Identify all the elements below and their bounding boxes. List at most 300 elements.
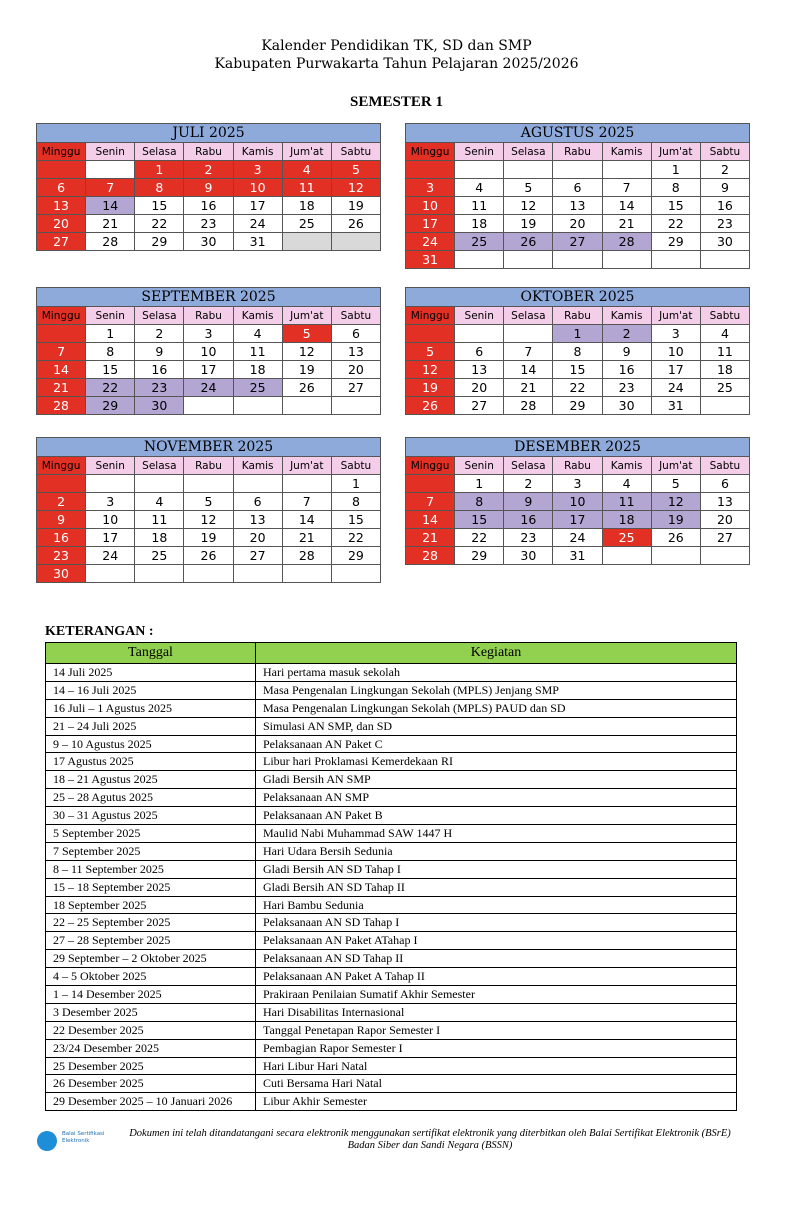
calendar-day: 26 xyxy=(406,397,455,415)
calendar-day: 14 xyxy=(602,197,651,215)
calendar-day: 19 xyxy=(504,215,553,233)
calendar-empty-cell xyxy=(37,325,86,343)
calendar-day: 15 xyxy=(553,361,602,379)
calendar-day: 5 xyxy=(504,179,553,197)
calendar-day: 4 xyxy=(282,161,331,179)
legend-row xyxy=(46,717,737,735)
day-name: Rabu xyxy=(553,457,602,475)
legend-date: 26 Desember 2025 xyxy=(46,1075,256,1093)
calendar-day: 23 xyxy=(184,215,233,233)
calendar-day: 5 xyxy=(282,325,331,343)
calendar-empty-cell xyxy=(455,325,504,343)
day-name: Jum'at xyxy=(651,457,700,475)
calendar-day: 30 xyxy=(184,233,233,251)
legend-row xyxy=(46,1039,737,1057)
calendar-day: 3 xyxy=(233,161,282,179)
calendar-day: 5 xyxy=(406,343,455,361)
legend-date: 17 Agustus 2025 xyxy=(46,753,256,771)
legend-date: 29 Desember 2025 – 10 Januari 2026 xyxy=(46,1093,256,1111)
legend-row xyxy=(46,986,737,1004)
calendar-day: 18 xyxy=(233,361,282,379)
calendar-empty-cell xyxy=(455,161,504,179)
calendar-day: 18 xyxy=(135,529,184,547)
legend-date: 9 – 10 Agustus 2025 xyxy=(46,735,256,753)
day-name: Rabu xyxy=(184,307,233,325)
calendar-day: 31 xyxy=(553,547,602,565)
legend-activity: Cuti Bersama Hari Natal xyxy=(256,1075,737,1093)
day-name: Jum'at xyxy=(282,307,331,325)
calendar-day: 28 xyxy=(282,547,331,565)
day-name: Rabu xyxy=(184,457,233,475)
calendar-day: 27 xyxy=(331,379,380,397)
legend-activity: Libur hari Proklamasi Kemerdekaan RI xyxy=(256,753,737,771)
calendar-empty-cell xyxy=(184,397,233,415)
calendar-day: 19 xyxy=(406,379,455,397)
legend-heading: KETERANGAN : xyxy=(45,624,154,639)
legend-row xyxy=(46,896,737,914)
calendar-empty-cell xyxy=(651,547,700,565)
legend-row xyxy=(46,735,737,753)
calendar-day: 16 xyxy=(37,529,86,547)
legend-activity: Tanggal Penetapan Rapor Semester I xyxy=(256,1021,737,1039)
month-title: OKTOBER 2025 xyxy=(406,288,750,307)
calendar-day: 8 xyxy=(651,179,700,197)
legend-row xyxy=(46,1075,737,1093)
legend-row xyxy=(46,1021,737,1039)
day-name: Sabtu xyxy=(700,457,749,475)
legend-activity: Hari pertama masuk sekolah xyxy=(256,664,737,682)
legend-activity: Gladi Bersih AN SD Tahap I xyxy=(256,860,737,878)
calendar-empty-cell xyxy=(406,325,455,343)
legend-row xyxy=(46,1003,737,1021)
day-name: Kamis xyxy=(233,307,282,325)
calendar-empty-cell xyxy=(602,251,651,269)
day-name: Sabtu xyxy=(700,307,749,325)
legend-date: 5 September 2025 xyxy=(46,825,256,843)
calendar-day: 26 xyxy=(504,233,553,251)
calendar-day: 13 xyxy=(700,493,749,511)
calendar-day: 22 xyxy=(135,215,184,233)
legend-activity: Gladi Bersih AN SMP xyxy=(256,771,737,789)
calendar-day: 29 xyxy=(553,397,602,415)
calendar-day: 17 xyxy=(184,361,233,379)
calendar-day: 25 xyxy=(700,379,749,397)
calendar-empty-cell xyxy=(184,565,233,583)
legend-row xyxy=(46,860,737,878)
calendar-day: 1 xyxy=(135,161,184,179)
calendar-day: 15 xyxy=(455,511,504,529)
calendar-day: 24 xyxy=(553,529,602,547)
bsre-logo xyxy=(37,1130,107,1152)
legend-table xyxy=(45,642,737,1111)
calendar-day: 1 xyxy=(331,475,380,493)
calendar-day: 18 xyxy=(455,215,504,233)
legend-activity: Hari Libur Hari Natal xyxy=(256,1057,737,1075)
calendar-day: 28 xyxy=(602,233,651,251)
calendar-day: 16 xyxy=(184,197,233,215)
legend-activity: Pembagian Rapor Semester I xyxy=(256,1039,737,1057)
calendar-day: 30 xyxy=(602,397,651,415)
calendar-empty-cell xyxy=(700,547,749,565)
calendar-day: 15 xyxy=(651,197,700,215)
legend-activity: Simulasi AN SMP, dan SD xyxy=(256,717,737,735)
legend-activity: Maulid Nabi Muhammad SAW 1447 H xyxy=(256,825,737,843)
calendar-empty-cell xyxy=(504,161,553,179)
calendar-empty-cell xyxy=(282,233,331,251)
day-name: Rabu xyxy=(553,143,602,161)
calendar-empty-cell xyxy=(233,475,282,493)
calendar-empty-cell xyxy=(331,397,380,415)
calendar-empty-cell xyxy=(86,475,135,493)
calendar-day: 20 xyxy=(37,215,86,233)
day-name: Selasa xyxy=(135,307,184,325)
calendar-day: 7 xyxy=(504,343,553,361)
day-name: Kamis xyxy=(602,457,651,475)
legend-date: 25 Desember 2025 xyxy=(46,1057,256,1075)
calendar-day: 2 xyxy=(184,161,233,179)
calendar-day: 12 xyxy=(331,179,380,197)
calendar-empty-cell xyxy=(282,397,331,415)
calendar-day: 28 xyxy=(504,397,553,415)
calendar-day: 14 xyxy=(37,361,86,379)
calendar-day: 10 xyxy=(233,179,282,197)
calendar-day: 11 xyxy=(602,493,651,511)
calendar-day: 17 xyxy=(553,511,602,529)
calendar-day: 21 xyxy=(37,379,86,397)
calendar-day: 9 xyxy=(700,179,749,197)
legend-activity: Hari Disabilitas Internasional xyxy=(256,1003,737,1021)
calendar-day: 11 xyxy=(135,511,184,529)
legend-date: 21 – 24 Juli 2025 xyxy=(46,717,256,735)
legend-activity: Hari Bambu Sedunia xyxy=(256,896,737,914)
calendar-day: 9 xyxy=(602,343,651,361)
calendar-day: 15 xyxy=(331,511,380,529)
day-name: Minggu xyxy=(37,307,86,325)
calendar-day: 25 xyxy=(455,233,504,251)
calendar-day: 16 xyxy=(135,361,184,379)
calendar-day: 5 xyxy=(651,475,700,493)
calendar-day: 17 xyxy=(651,361,700,379)
calendar-day: 9 xyxy=(37,511,86,529)
day-name: Minggu xyxy=(406,457,455,475)
calendar-day: 21 xyxy=(282,529,331,547)
day-name: Minggu xyxy=(406,143,455,161)
month-title: NOVEMBER 2025 xyxy=(37,438,381,457)
calendar-day: 5 xyxy=(331,161,380,179)
calendar-day: 27 xyxy=(700,529,749,547)
calendar-day: 26 xyxy=(331,215,380,233)
calendar-day: 28 xyxy=(86,233,135,251)
calendar-empty-cell xyxy=(602,161,651,179)
calendar-day: 10 xyxy=(651,343,700,361)
calendar-day: 2 xyxy=(700,161,749,179)
month-title: AGUSTUS 2025 xyxy=(406,124,750,143)
calendar-day: 25 xyxy=(602,529,651,547)
calendar-day: 9 xyxy=(135,343,184,361)
calendar-day: 13 xyxy=(553,197,602,215)
calendar-day: 3 xyxy=(184,325,233,343)
calendar-day: 2 xyxy=(504,475,553,493)
calendar-day: 24 xyxy=(184,379,233,397)
legend-activity: Libur Akhir Semester xyxy=(256,1093,737,1111)
legend-activity: Masa Pengenalan Lingkungan Sekolah (MPLS) PAUD dan SD xyxy=(256,699,737,717)
calendar-day: 8 xyxy=(331,493,380,511)
day-name: Jum'at xyxy=(651,307,700,325)
legend-date: 1 – 14 Desember 2025 xyxy=(46,986,256,1004)
calendar-day: 30 xyxy=(37,565,86,583)
day-name: Kamis xyxy=(233,457,282,475)
calendar-day: 11 xyxy=(233,343,282,361)
calendar-day: 27 xyxy=(553,233,602,251)
legend-col-date: Tanggal xyxy=(46,643,256,664)
calendar-day: 25 xyxy=(135,547,184,565)
calendar-day: 14 xyxy=(406,511,455,529)
calendar-day: 12 xyxy=(406,361,455,379)
day-name: Jum'at xyxy=(651,143,700,161)
calendar-day: 14 xyxy=(86,197,135,215)
legend-date: 27 – 28 September 2025 xyxy=(46,932,256,950)
legend-date: 18 September 2025 xyxy=(46,896,256,914)
legend-date: 23/24 Desember 2025 xyxy=(46,1039,256,1057)
bsre-logo-icon xyxy=(37,1131,57,1151)
day-name: Minggu xyxy=(37,143,86,161)
legend-activity: Masa Pengenalan Lingkungan Sekolah (MPLS) Jenjang SMP xyxy=(256,681,737,699)
calendar-day: 16 xyxy=(602,361,651,379)
calendar-day: 11 xyxy=(282,179,331,197)
legend-date: 18 – 21 Agustus 2025 xyxy=(46,771,256,789)
calendar-day: 4 xyxy=(135,493,184,511)
day-name: Senin xyxy=(455,143,504,161)
calendar-empty-cell xyxy=(86,565,135,583)
day-name: Selasa xyxy=(135,143,184,161)
legend-row xyxy=(46,664,737,682)
legend-activity: Gladi Bersih AN SD Tahap II xyxy=(256,878,737,896)
calendar-day: 7 xyxy=(406,493,455,511)
day-name: Jum'at xyxy=(282,457,331,475)
calendar-day: 4 xyxy=(233,325,282,343)
calendar-day: 13 xyxy=(331,343,380,361)
calendar-empty-cell xyxy=(135,565,184,583)
legend-row xyxy=(46,842,737,860)
calendar-empty-cell xyxy=(406,475,455,493)
calendar-november xyxy=(36,437,381,583)
day-name: Kamis xyxy=(233,143,282,161)
calendar-day: 24 xyxy=(406,233,455,251)
calendar-empty-cell xyxy=(233,565,282,583)
calendar-day: 21 xyxy=(86,215,135,233)
legend-row xyxy=(46,699,737,717)
day-name: Sabtu xyxy=(331,307,380,325)
legend-date: 7 September 2025 xyxy=(46,842,256,860)
day-name: Senin xyxy=(86,457,135,475)
calendar-day: 17 xyxy=(406,215,455,233)
calendar-day: 4 xyxy=(602,475,651,493)
calendar-day: 19 xyxy=(282,361,331,379)
calendar-day: 6 xyxy=(455,343,504,361)
calendar-day: 30 xyxy=(135,397,184,415)
calendar-day: 18 xyxy=(700,361,749,379)
calendar-day: 14 xyxy=(282,511,331,529)
calendar-day: 21 xyxy=(406,529,455,547)
calendar-day: 13 xyxy=(455,361,504,379)
calendar-day: 19 xyxy=(651,511,700,529)
calendar-day: 10 xyxy=(184,343,233,361)
legend-date: 22 Desember 2025 xyxy=(46,1021,256,1039)
calendar-july xyxy=(36,123,381,251)
legend-row xyxy=(46,753,737,771)
legend-activity: Hari Udara Bersih Sedunia xyxy=(256,842,737,860)
calendar-empty-cell xyxy=(184,475,233,493)
day-name: Jum'at xyxy=(282,143,331,161)
calendar-september xyxy=(36,287,381,415)
calendar-empty-cell xyxy=(282,475,331,493)
calendar-day: 25 xyxy=(233,379,282,397)
day-name: Senin xyxy=(455,457,504,475)
calendar-day: 18 xyxy=(282,197,331,215)
calendar-day: 18 xyxy=(602,511,651,529)
calendar-day: 24 xyxy=(233,215,282,233)
calendar-day: 28 xyxy=(37,397,86,415)
calendar-day: 2 xyxy=(37,493,86,511)
legend-activity: Pelaksanaan AN Paket ATahap I xyxy=(256,932,737,950)
calendar-empty-cell xyxy=(553,251,602,269)
calendar-day: 14 xyxy=(504,361,553,379)
legend-row xyxy=(46,1057,737,1075)
calendar-day: 21 xyxy=(602,215,651,233)
legend-activity: Pelaksanaan AN SD Tahap I xyxy=(256,914,737,932)
legend-row xyxy=(46,878,737,896)
calendar-day: 6 xyxy=(700,475,749,493)
calendar-day: 20 xyxy=(331,361,380,379)
calendar-day: 20 xyxy=(455,379,504,397)
calendar-day: 27 xyxy=(233,547,282,565)
calendar-day: 17 xyxy=(86,529,135,547)
legend-row xyxy=(46,681,737,699)
calendar-august xyxy=(405,123,750,269)
calendar-day: 21 xyxy=(504,379,553,397)
day-name: Rabu xyxy=(553,307,602,325)
legend-date: 15 – 18 September 2025 xyxy=(46,878,256,896)
calendar-day: 8 xyxy=(86,343,135,361)
month-title: DESEMBER 2025 xyxy=(406,438,750,457)
legend-date: 22 – 25 September 2025 xyxy=(46,914,256,932)
calendar-day: 28 xyxy=(406,547,455,565)
day-name: Kamis xyxy=(602,143,651,161)
calendar-empty-cell xyxy=(282,565,331,583)
legend-date: 14 – 16 Juli 2025 xyxy=(46,681,256,699)
calendar-day: 29 xyxy=(455,547,504,565)
bsre-logo-text: Balai Sertifikasi Elektronik xyxy=(62,1131,105,1144)
calendar-day: 8 xyxy=(135,179,184,197)
calendar-day: 30 xyxy=(700,233,749,251)
legend-row xyxy=(46,968,737,986)
calendar-day: 23 xyxy=(504,529,553,547)
calendar-day: 4 xyxy=(455,179,504,197)
legend-row xyxy=(46,1093,737,1111)
calendar-day: 27 xyxy=(37,233,86,251)
month-title: JULI 2025 xyxy=(37,124,381,143)
calendar-day: 6 xyxy=(37,179,86,197)
legend-date: 4 – 5 Oktober 2025 xyxy=(46,968,256,986)
calendar-day: 1 xyxy=(455,475,504,493)
day-name: Selasa xyxy=(504,457,553,475)
legend-row xyxy=(46,950,737,968)
calendar-day: 10 xyxy=(86,511,135,529)
legend-date: 29 September – 2 Oktober 2025 xyxy=(46,950,256,968)
calendar-day: 12 xyxy=(651,493,700,511)
calendar-empty-cell xyxy=(455,251,504,269)
calendar-day: 16 xyxy=(504,511,553,529)
calendar-day: 31 xyxy=(233,233,282,251)
calendar-day: 29 xyxy=(651,233,700,251)
day-name: Sabtu xyxy=(331,457,380,475)
legend-date: 14 Juli 2025 xyxy=(46,664,256,682)
legend-row xyxy=(46,914,737,932)
calendar-day: 31 xyxy=(651,397,700,415)
calendar-day: 1 xyxy=(86,325,135,343)
legend-row xyxy=(46,932,737,950)
calendar-day: 8 xyxy=(455,493,504,511)
calendar-day: 11 xyxy=(455,197,504,215)
footer-note: Dokumen ini telah ditandatangani secara elektronik menggunakan sertifikat elektronik yang diterbitkan oleh Balai Sertifikat Elektronik (BSrE) Badan Siber dan Sandi Negara (BSSN) xyxy=(129,1128,731,1151)
calendar-day: 12 xyxy=(282,343,331,361)
legend-row xyxy=(46,825,737,843)
calendar-day: 8 xyxy=(553,343,602,361)
calendar-day: 22 xyxy=(331,529,380,547)
calendar-day: 12 xyxy=(184,511,233,529)
day-name: Sabtu xyxy=(700,143,749,161)
calendar-day: 9 xyxy=(504,493,553,511)
legend-date: 16 Juli – 1 Agustus 2025 xyxy=(46,699,256,717)
calendar-day: 26 xyxy=(282,379,331,397)
calendar-day: 3 xyxy=(553,475,602,493)
calendar-day: 20 xyxy=(553,215,602,233)
legend-row xyxy=(46,771,737,789)
calendar-day: 13 xyxy=(37,197,86,215)
calendar-day: 29 xyxy=(86,397,135,415)
calendar-day: 2 xyxy=(135,325,184,343)
calendar-day: 30 xyxy=(504,547,553,565)
calendar-day: 1 xyxy=(651,161,700,179)
calendar-day: 3 xyxy=(86,493,135,511)
calendar-day: 29 xyxy=(135,233,184,251)
calendar-day: 1 xyxy=(553,325,602,343)
calendar-day: 22 xyxy=(455,529,504,547)
calendar-day: 9 xyxy=(184,179,233,197)
calendar-empty-cell xyxy=(651,251,700,269)
calendar-day: 7 xyxy=(37,343,86,361)
calendar-day: 23 xyxy=(700,215,749,233)
calendar-day: 10 xyxy=(553,493,602,511)
calendar-day: 27 xyxy=(455,397,504,415)
calendar-day: 6 xyxy=(233,493,282,511)
calendar-empty-cell xyxy=(553,161,602,179)
calendar-day: 10 xyxy=(406,197,455,215)
calendar-day: 11 xyxy=(700,343,749,361)
day-name: Selasa xyxy=(504,143,553,161)
calendar-empty-cell xyxy=(504,251,553,269)
calendar-day: 12 xyxy=(504,197,553,215)
day-name: Minggu xyxy=(37,457,86,475)
legend-row xyxy=(46,789,737,807)
calendar-day: 19 xyxy=(331,197,380,215)
calendar-day: 23 xyxy=(602,379,651,397)
document-title: Kalender Pendidikan TK, SD dan SMP xyxy=(261,38,532,54)
calendar-empty-cell xyxy=(331,233,380,251)
calendar-day: 4 xyxy=(700,325,749,343)
calendar-day: 23 xyxy=(37,547,86,565)
legend-activity: Pelaksanaan AN SD Tahap II xyxy=(256,950,737,968)
